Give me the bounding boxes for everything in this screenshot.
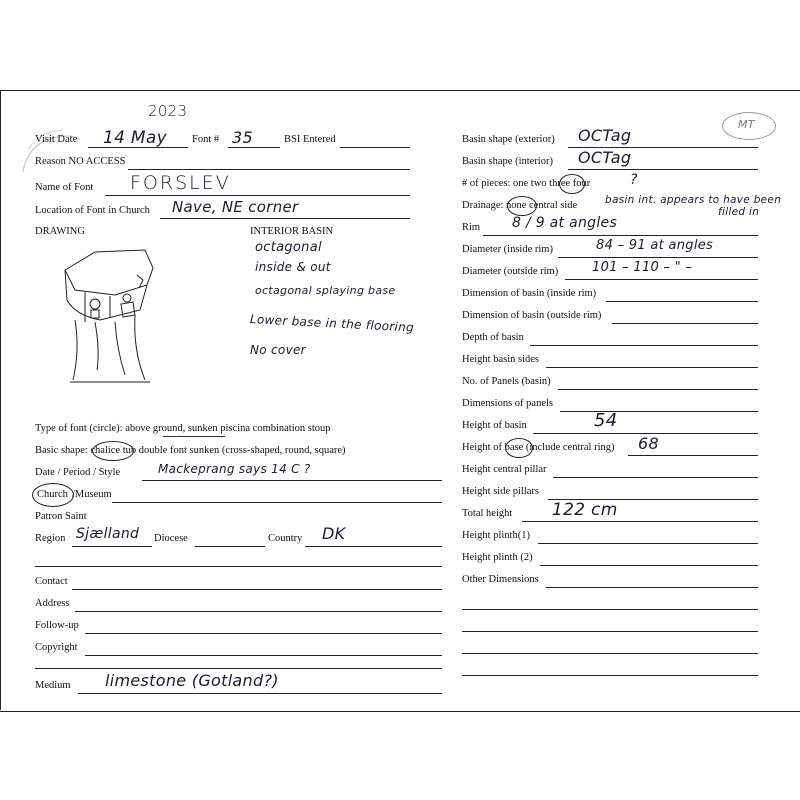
- height-basin-label: Height of basin: [462, 420, 527, 431]
- height-base-line: [628, 455, 758, 456]
- height-base-value: 68: [638, 434, 659, 453]
- height-basin-value: 54: [594, 410, 618, 431]
- contact-line: [72, 589, 442, 590]
- interior-note-1: octagonal: [255, 240, 322, 255]
- country-value: DK: [322, 524, 346, 543]
- initials-stamp-text: MT: [738, 118, 755, 131]
- plinth-1-line: [538, 543, 758, 544]
- period-line: [142, 480, 442, 481]
- basic-shape-label: Basic shape: chalice tub double font sunken (cross-shaped, round, square): [35, 445, 346, 456]
- three-circle: [559, 174, 585, 194]
- total-height-line: [522, 521, 758, 522]
- blank-line-2: [35, 668, 442, 669]
- drawing-label: DRAWING: [35, 226, 85, 237]
- medium-label: Medium: [35, 680, 71, 691]
- interior-note-2: inside & out: [255, 260, 331, 274]
- other-dimensions-line: [546, 587, 758, 588]
- font-number-line: [228, 147, 280, 148]
- above-ground-underline: [163, 436, 225, 437]
- name-value: FORSLEV: [130, 172, 231, 194]
- location-line: [160, 218, 410, 219]
- plinth-1-label: Height plinth(1): [462, 530, 530, 541]
- address-line: [75, 611, 442, 612]
- contact-label: Contact: [35, 576, 68, 587]
- diameter-inside-line: [558, 257, 758, 258]
- basin-exterior-value: OCTag: [578, 126, 632, 145]
- interior-note-4: Lower base in the flooring: [249, 312, 415, 335]
- dimension-outside-label: Dimension of basin (outside rim): [462, 310, 602, 321]
- total-height-label: Total height: [462, 508, 513, 519]
- followup-line: [85, 633, 442, 634]
- visit-date-value: 14 May: [103, 128, 167, 148]
- basin-interior-line: [568, 169, 758, 170]
- blank-right-line-1: [462, 609, 758, 610]
- year-handwritten: 2023: [148, 102, 188, 120]
- chalice-circle: [92, 441, 134, 461]
- font-number-value: 35: [232, 128, 253, 147]
- interior-note-5: No cover: [250, 343, 306, 357]
- pieces-note: ?: [630, 172, 638, 188]
- basin-sides-label: Height basin sides: [462, 354, 539, 365]
- plinth-2-label: Height plinth (2): [462, 552, 533, 563]
- depth-line: [530, 345, 758, 346]
- basin-sides-line: [546, 367, 758, 368]
- medium-value: limestone (Gotland?): [105, 671, 279, 690]
- blank-line-1: [35, 566, 442, 567]
- basin-interior-value: OCTag: [578, 148, 632, 167]
- location-value: Nave, NE corner: [172, 198, 299, 216]
- record-sheet: [0, 90, 800, 712]
- church-circle: [32, 483, 74, 507]
- church-label: Church: [37, 489, 68, 500]
- name-label: Name of Font: [35, 182, 94, 193]
- basin-interior-label: Basin shape (interior): [462, 156, 553, 167]
- font-number-label: Font #: [192, 134, 220, 145]
- diameter-inside-value: 84 – 91 at angles: [596, 238, 714, 253]
- diameter-outside-line: [565, 279, 758, 280]
- address-label: Address: [35, 598, 70, 609]
- diameter-outside-label: Diameter (outside rim): [462, 266, 559, 277]
- name-line: [105, 195, 410, 196]
- reason-line: [128, 169, 410, 170]
- panels-dimensions-line: [560, 411, 758, 412]
- bsi-entered-label: BSI Entered: [284, 134, 336, 145]
- drainage-note-2: filled in: [718, 206, 760, 218]
- font-sketch-drawing: [55, 240, 165, 390]
- interior-note-3: octagonal splaying base: [255, 284, 396, 297]
- patron-saint-label: Patron Saint: [35, 511, 87, 522]
- diocese-label: Diocese: [154, 533, 188, 544]
- pieces-label: # of pieces: one two three four: [462, 178, 591, 189]
- diameter-outside-value: 101 – 110 – " –: [592, 260, 693, 275]
- depth-label: Depth of basin: [462, 332, 524, 343]
- panels-dimensions-label: Dimensions of panels: [462, 398, 553, 409]
- blank-right-line-4: [462, 675, 758, 676]
- dimension-inside-line: [606, 301, 758, 302]
- sheet-edge: [0, 90, 1, 710]
- diameter-inside-label: Diameter (inside rim): [462, 244, 553, 255]
- base-circle: [505, 438, 533, 458]
- other-dimensions-label: Other Dimensions: [462, 574, 539, 585]
- drainage-note-1: basin int. appears to have been: [605, 194, 782, 206]
- total-height-value: 122 cm: [552, 500, 618, 520]
- region-label: Region: [35, 533, 66, 544]
- country-line: [305, 546, 442, 547]
- rim-value: 8 / 9 at angles: [512, 215, 618, 231]
- plinth-2-line: [540, 565, 758, 566]
- central-pillar-label: Height central pillar: [462, 464, 547, 475]
- diocese-line: [195, 546, 265, 547]
- panels-number-line: [558, 389, 758, 390]
- bsi-entered-line: [340, 147, 410, 148]
- museum-label: /Museum: [72, 489, 112, 500]
- drainage-label: Drainage: none central side: [462, 200, 578, 211]
- medium-line: [78, 693, 442, 694]
- blank-right-line-2: [462, 631, 758, 632]
- none-circle: [507, 196, 537, 216]
- followup-label: Follow-up: [35, 620, 79, 631]
- interior-basin-label: INTERIOR BASIN: [250, 226, 334, 237]
- copyright-label: Copyright: [35, 642, 78, 653]
- side-pillars-label: Height side pillars: [462, 486, 539, 497]
- country-label: Country: [268, 533, 303, 544]
- dimension-outside-line: [612, 323, 758, 324]
- location-label: Location of Font in Church: [35, 205, 150, 216]
- reason-label: Reason NO ACCESS: [35, 156, 126, 167]
- rim-label: Rim: [462, 222, 481, 233]
- region-line: [72, 546, 152, 547]
- blank-right-line-3: [462, 653, 758, 654]
- height-base-label: Height of base (include central ring): [462, 442, 615, 453]
- basin-exterior-label: Basin shape (exterior): [462, 134, 555, 145]
- panels-number-label: No. of Panels (basin): [462, 376, 551, 387]
- visit-date-label: Visit Date: [35, 134, 78, 145]
- rim-line: [483, 235, 758, 236]
- copyright-line: [85, 655, 442, 656]
- dimension-inside-label: Dimension of basin (inside rim): [462, 288, 597, 299]
- central-pillar-line: [553, 477, 758, 478]
- region-value: Sjælland: [76, 526, 140, 542]
- church-line: [112, 502, 442, 503]
- period-value: Mackeprang says 14 C ?: [158, 462, 311, 476]
- period-label: Date / Period / Style: [35, 467, 121, 478]
- type-of-font-label: Type of font (circle): above ground, sunken piscina combination stoup: [35, 423, 331, 434]
